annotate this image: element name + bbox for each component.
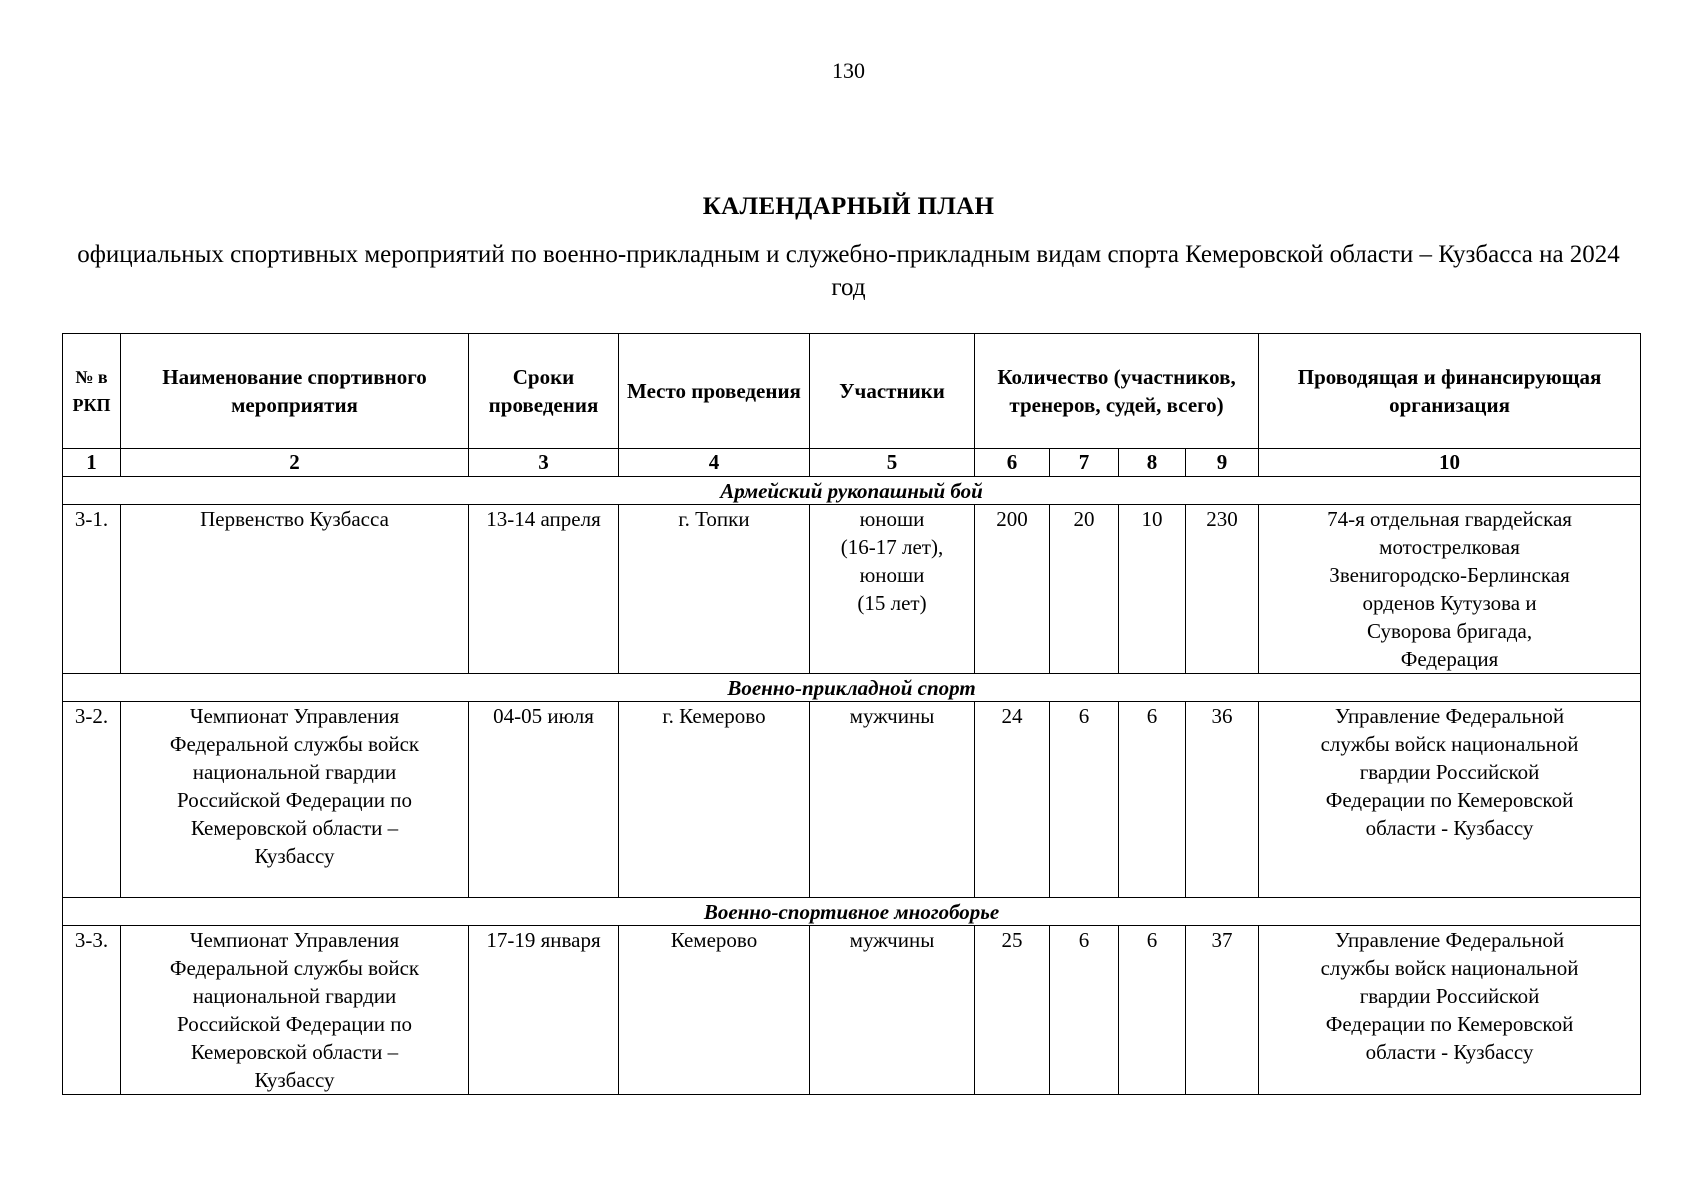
table-row (63, 505, 1641, 674)
count-athletes: 24 (975, 702, 1050, 898)
event-name-line: Российской Федерации по (177, 788, 412, 812)
event-number: 3-1. (63, 505, 121, 674)
event-name (121, 702, 469, 898)
event-participants-line: юноши (859, 507, 925, 531)
event-organization-line: службы войск национальной (1320, 956, 1579, 980)
count-coaches: 20 (1050, 505, 1119, 674)
count-total: 37 (1186, 926, 1259, 1095)
event-name-line: Чемпионат Управления (189, 928, 400, 952)
section-title: Военно-прикладной спорт (63, 674, 1641, 702)
event-participants-line: юноши (859, 563, 925, 587)
header-dates: Сроки проведения (469, 334, 619, 449)
event-place: г. Топки (619, 505, 810, 674)
event-organization-line: Суворова бригада, (1367, 619, 1533, 643)
event-name-line: Кемеровской области – (190, 1040, 399, 1064)
column-number: 8 (1119, 449, 1186, 477)
event-name-line: Российской Федерации по (177, 1012, 412, 1036)
column-number: 4 (619, 449, 810, 477)
event-participants: мужчины (810, 926, 975, 1095)
event-place: Кемерово (619, 926, 810, 1095)
event-name-line: Кузбассу (254, 1068, 335, 1092)
event-organization-line: гвардии Российской (1359, 760, 1540, 784)
event-name-line: национальной гвардии (192, 760, 397, 784)
section-row (63, 898, 1641, 926)
count-coaches: 6 (1050, 702, 1119, 898)
event-dates: 17-19 января (469, 926, 619, 1095)
event-organization-line: Федерации по Кемеровской (1325, 1012, 1574, 1036)
event-participants-line: (15 лет) (857, 591, 927, 615)
table-row (63, 702, 1641, 898)
section-row (63, 674, 1641, 702)
event-dates: 13-14 апреля (469, 505, 619, 674)
count-total: 36 (1186, 702, 1259, 898)
event-organization (1259, 926, 1641, 1095)
event-name-line: Кузбассу (254, 844, 335, 868)
event-organization-line: Звенигородско-Берлинская (1329, 563, 1570, 587)
event-participants-line: (16-17 лет), (840, 535, 944, 559)
count-total: 230 (1186, 505, 1259, 674)
column-number: 1 (63, 449, 121, 477)
event-organization (1259, 505, 1641, 674)
section-title: Армейский рукопашный бой (63, 477, 1641, 505)
count-coaches: 6 (1050, 926, 1119, 1095)
column-number: 9 (1186, 449, 1259, 477)
header-organization: Проводящая и финансирующая организация (1259, 334, 1641, 449)
document-title: КАЛЕНДАРНЫЙ ПЛАН (702, 193, 995, 220)
header-name: Наименование спортивного мероприятия (121, 334, 469, 449)
header-place: Место проведения (619, 334, 810, 449)
event-participants (810, 505, 975, 674)
column-number: 7 (1050, 449, 1119, 477)
event-dates: 04-05 июля (469, 702, 619, 898)
event-organization-line: Управление Федеральной (1334, 704, 1565, 728)
event-name-line: национальной гвардии (192, 984, 397, 1008)
event-name-line: Кемеровской области – (190, 816, 399, 840)
event-number: 3-2. (63, 702, 121, 898)
event-organization-line: мотострелковая (1379, 535, 1520, 559)
event-participants: мужчины (810, 702, 975, 898)
column-number: 2 (121, 449, 469, 477)
event-name-line: Федеральной службы войск (169, 732, 420, 756)
event-organization-line: области - Кузбассу (1365, 816, 1534, 840)
event-organization-line: орденов Кутузова и (1362, 591, 1537, 615)
column-number-row (63, 449, 1641, 477)
header-num: № в РКП (63, 334, 121, 449)
event-number: 3-3. (63, 926, 121, 1095)
count-athletes: 25 (975, 926, 1050, 1095)
event-organization-line: службы войск национальной (1320, 732, 1579, 756)
header-participants: Участники (810, 334, 975, 449)
event-organization (1259, 702, 1641, 898)
column-number: 10 (1259, 449, 1641, 477)
column-number: 5 (810, 449, 975, 477)
event-organization-line: гвардии Российской (1359, 984, 1540, 1008)
header-quantity: Количество (участников, тренеров, судей, всего) (975, 334, 1259, 449)
event-organization-line: Управление Федеральной (1334, 928, 1565, 952)
page-number: 130 (832, 58, 865, 83)
event-name-line: Федеральной службы войск (169, 956, 420, 980)
event-organization-line: области - Кузбассу (1365, 1040, 1534, 1064)
event-organization-line: Федерация (1400, 647, 1499, 671)
event-place: г. Кемерово (619, 702, 810, 898)
section-title: Военно-спортивное многоборье (63, 898, 1641, 926)
column-number: 6 (975, 449, 1050, 477)
section-row (63, 477, 1641, 505)
count-judges: 6 (1119, 926, 1186, 1095)
count-judges: 10 (1119, 505, 1186, 674)
column-number: 3 (469, 449, 619, 477)
calendar-plan-table (62, 333, 1641, 1095)
event-organization-line: 74-я отдельная гвардейская (1327, 507, 1572, 531)
table-header-row (63, 334, 1641, 449)
table-row (63, 926, 1641, 1095)
event-organization-line: Федерации по Кемеровской (1325, 788, 1574, 812)
document-subtitle: официальных спортивных мероприятий по военно-прикладным и служебно-прикладным видам спорта Кемеровской области – Кузбасса на 2024 год (77, 241, 1620, 301)
event-name-line: Чемпионат Управления (189, 704, 400, 728)
count-judges: 6 (1119, 702, 1186, 898)
event-name: Первенство Кузбасса (121, 505, 469, 674)
event-name (121, 926, 469, 1095)
count-athletes: 200 (975, 505, 1050, 674)
